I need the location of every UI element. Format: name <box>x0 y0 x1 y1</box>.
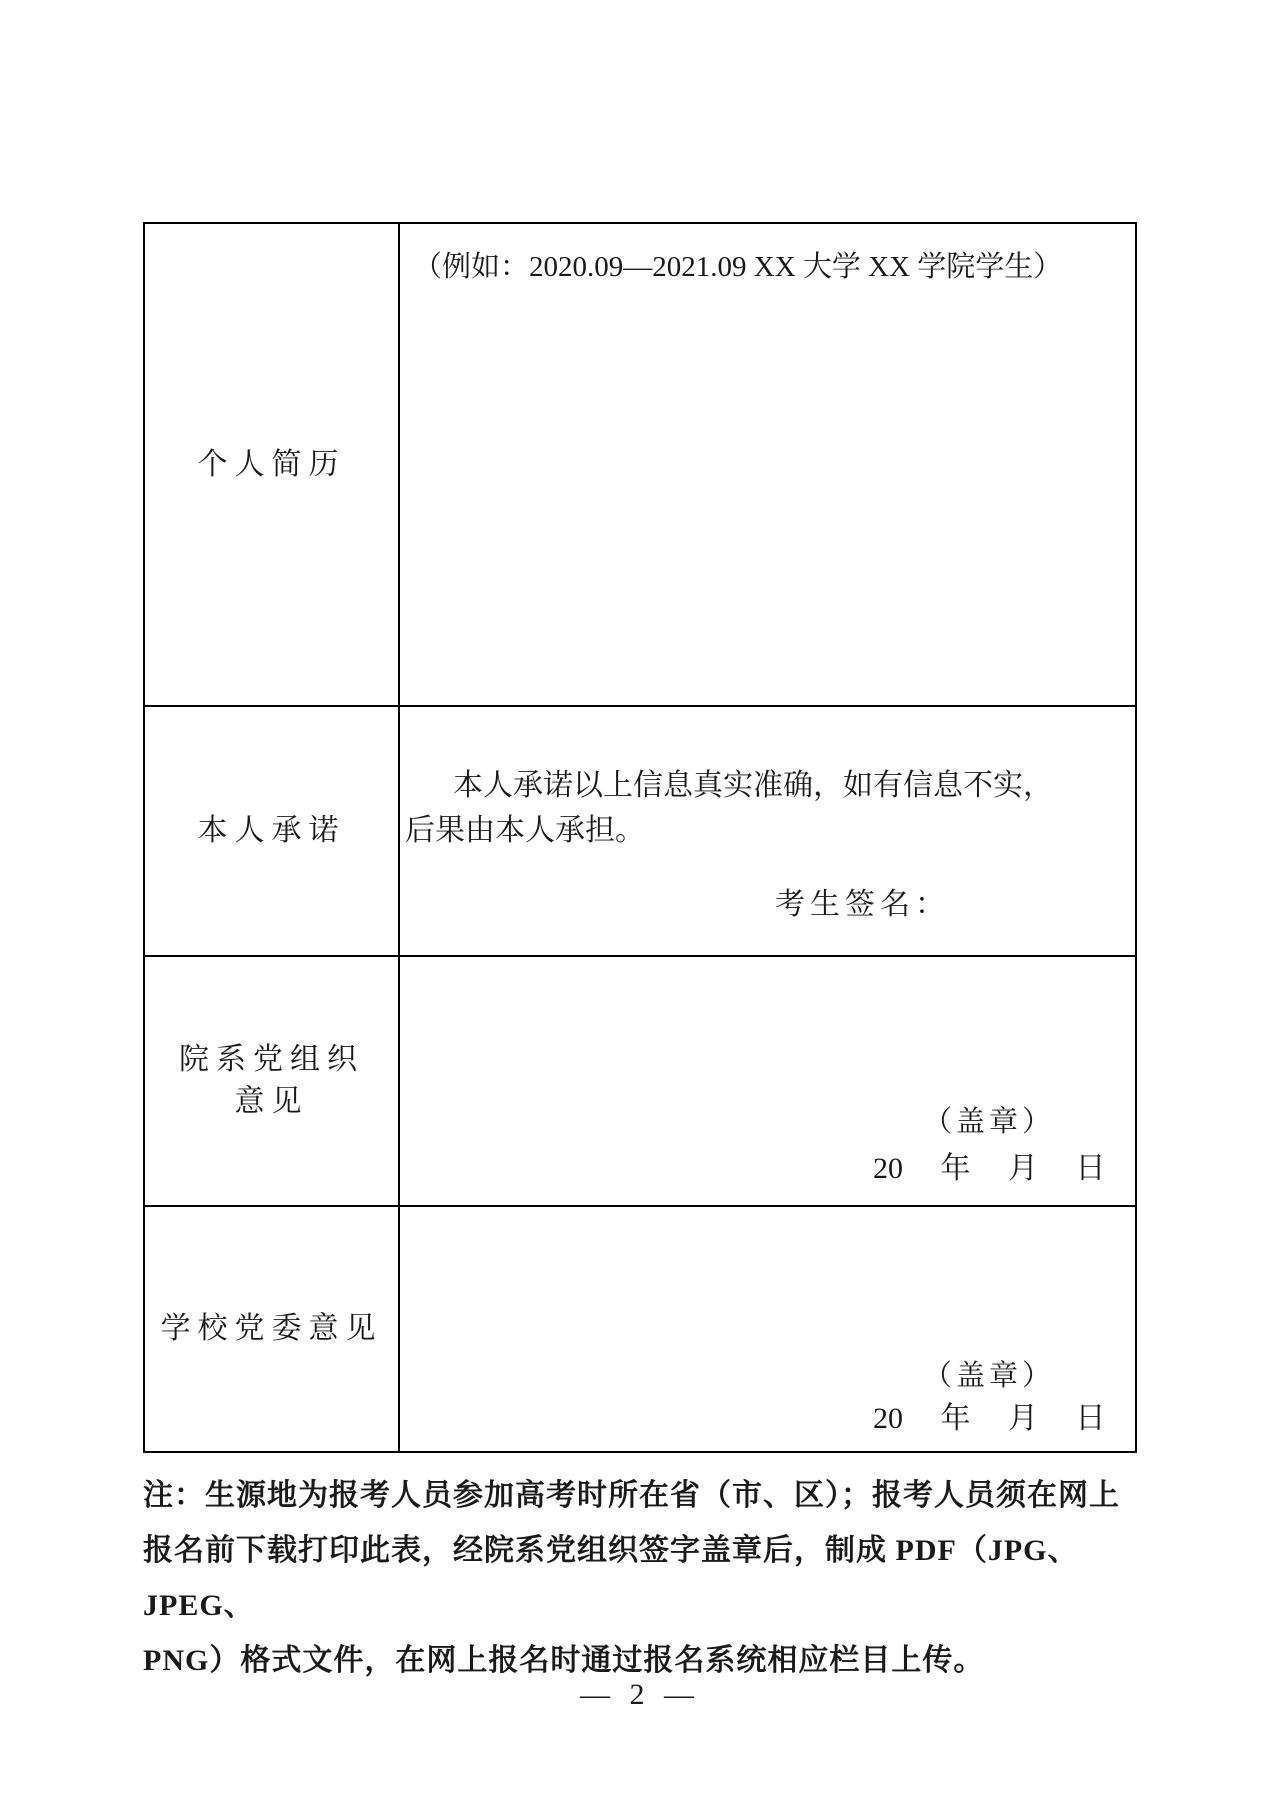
table-row-school-opinion <box>145 1207 1135 1451</box>
dept-seal-label: （盖章） <box>923 1106 1056 1138</box>
table-row-promise <box>145 707 1135 957</box>
promise-statement <box>405 763 1125 853</box>
table-row-dept-opinion <box>145 957 1135 1207</box>
resume-example-text: （例如：2020.09—2021.09 XX 大学 XX 学院学生） <box>413 251 1063 283</box>
candidate-signature-label: 考生签名： <box>775 888 950 921</box>
resume-row-label <box>145 224 400 705</box>
footnote-line1: 注：生源地为报考人员参加高考时所在省（市、区）；报考人员须在网上 <box>143 1479 1120 1512</box>
school-row-content <box>400 1207 1135 1451</box>
school-row-label <box>145 1207 400 1451</box>
school-date-line: 20 年 月 日 <box>873 1402 1106 1435</box>
page-number: — 2 — <box>580 1678 700 1711</box>
promise-row-content <box>400 707 1135 955</box>
promise-statement-line1: 本人承诺以上信息真实准确，如有信息不实， <box>453 769 1053 802</box>
dept-row-label <box>145 957 400 1205</box>
footnote <box>143 1468 1143 1688</box>
school-label-text: 学校党委意见 <box>160 1312 383 1345</box>
dept-label-line1: 院系党组织 <box>179 1043 364 1076</box>
dept-date-line: 20 年 月 日 <box>873 1152 1106 1185</box>
dept-label-line2: 意见 <box>234 1085 309 1118</box>
form-table <box>143 222 1137 1453</box>
school-seal-label: （盖章） <box>923 1360 1056 1392</box>
resume-row-content <box>400 224 1135 705</box>
resume-label-text: 个人简历 <box>197 447 346 481</box>
footnote-line3: PNG）格式文件，在网上报名时通过报名系统相应栏目上传。 <box>143 1644 985 1677</box>
promise-statement-line2: 后果由本人承担。 <box>405 814 645 847</box>
dept-row-content <box>400 957 1135 1205</box>
promise-label-text: 本人承诺 <box>197 814 346 847</box>
promise-row-label <box>145 707 400 955</box>
footnote-line2: 报名前下载打印此表，经院系党组织签字盖章后，制成 PDF（JPG、JPEG、 <box>143 1534 1079 1622</box>
table-row-resume <box>145 224 1135 707</box>
